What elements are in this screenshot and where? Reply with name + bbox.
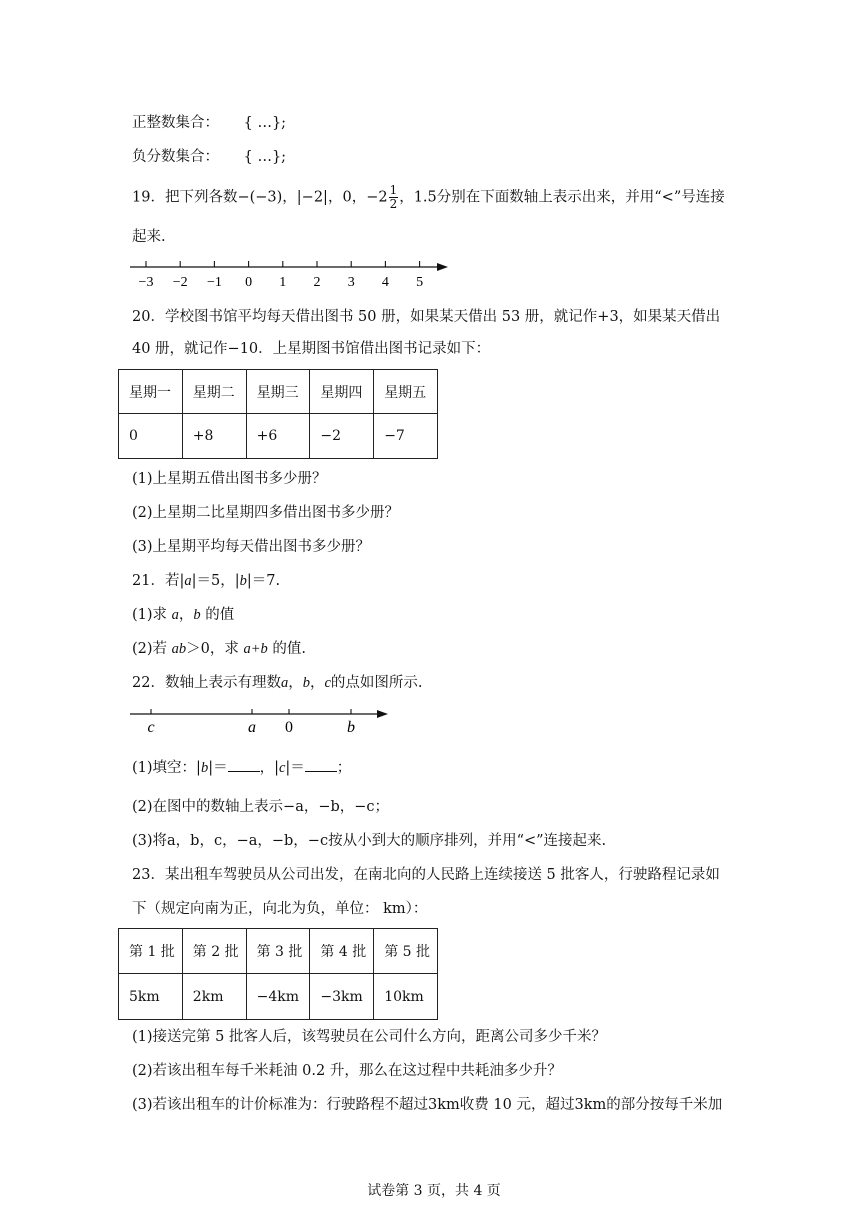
q22-number: 22． — [132, 675, 165, 691]
q21-sub2-text: 的值. — [267, 641, 307, 657]
q21-sub1-text: (1)求 — [132, 607, 172, 623]
q21-sub1-text: 的值 — [200, 607, 235, 623]
q23-table-header-row — [119, 929, 438, 974]
q19-number-3: 0 — [342, 189, 352, 206]
q23-value-cell: 10km — [374, 974, 438, 1020]
q21-text: |＝7. — [246, 573, 281, 589]
q19-number-2: |−2| — [296, 189, 328, 206]
q23-header-cell: 第 4 批 — [310, 929, 374, 974]
q21-sub2-text: (2)若 — [132, 641, 172, 657]
q19-fraction-denominator: 2 — [389, 197, 398, 211]
q21-sub1 — [132, 605, 234, 625]
q23-header-cell: 第 2 批 — [182, 929, 246, 974]
q20-sub2: (2)上星期二比星期四多借出图书多少册？ — [132, 505, 400, 521]
q22-number-line — [130, 708, 400, 738]
q21-sub1-var-a: a — [171, 607, 179, 623]
q23-value-cell: 5km — [119, 974, 183, 1020]
q22-blank-b[interactable] — [228, 757, 260, 772]
q23-text: 某出租车驾驶员从公司出发，在南北向的人民路上连续接送 5 批客人，行驶路程记录如 — [164, 867, 720, 883]
q19-axis-tick-label: 2 — [313, 275, 321, 290]
q22-label-a: a — [248, 719, 256, 736]
q20-header-cell: 星期五 — [374, 370, 438, 414]
q19-mixed-number-whole: −2 — [366, 189, 388, 206]
q20-value-cell: 0 — [119, 414, 183, 459]
q19-fraction — [389, 184, 399, 211]
q21-text: 若| — [164, 573, 185, 589]
q20-header-cell: 星期三 — [246, 370, 310, 414]
q20-sub3: (3)上星期平均每天借出图书多少册？ — [132, 539, 371, 555]
q19-fraction-numerator: 1 — [389, 183, 398, 197]
q21-sub2-text: ＞0，求 — [186, 641, 244, 657]
q22-sub1 — [132, 757, 351, 778]
q19-number-1: −(−3) — [237, 189, 283, 206]
q19-text-cont: ，1.5分别在下面数轴上表示出来，并用“<”号连接 — [399, 189, 725, 206]
q22-text: 数轴上表示有理数 — [164, 675, 281, 691]
q20-value-cell: +8 — [182, 414, 246, 459]
q20-value-cell: −7 — [374, 414, 438, 459]
q19-number: 19． — [132, 189, 165, 206]
q22-label-zero: 0 — [285, 719, 293, 736]
q20-table-header-row — [119, 370, 438, 414]
q20-line2: 40 册，就记作−10．上星期图书馆借出图书记录如下： — [132, 341, 491, 357]
q20-table — [118, 369, 438, 459]
q19-line1 — [132, 184, 725, 211]
q20-value-cell: +6 — [246, 414, 310, 459]
q23-line1 — [132, 865, 720, 885]
q22-sub1-var-c: c — [278, 760, 286, 776]
q22-abs-bar: | — [196, 760, 201, 776]
q21-sub2-var-ab: ab — [171, 641, 187, 657]
q23-sub2: (2)若该出租车每千米耗油 0.2 升，那么在这过程中共耗油多少升？ — [132, 1063, 562, 1079]
q22-sub1-eq: |＝ — [208, 760, 228, 776]
q20-header-cell: 星期四 — [310, 370, 374, 414]
q20-line1 — [132, 307, 720, 327]
q23-table — [118, 928, 438, 1020]
q19-number-line — [128, 260, 458, 294]
q22-text: 的点如图所示. — [330, 675, 423, 691]
q23-header-cell: 第 5 批 — [374, 929, 438, 974]
q23-value-cell: −4km — [246, 974, 310, 1020]
q19-axis-tick-label: 1 — [279, 275, 287, 290]
negative-fraction-set-value: { …}; — [243, 149, 287, 165]
q20-header-cell: 星期二 — [182, 370, 246, 414]
q22-sep: ， — [288, 675, 303, 691]
q21-var-a: a — [184, 573, 192, 589]
q22-var-a: a — [280, 675, 289, 691]
q20-table-value-row — [119, 414, 438, 459]
q22-var-b: b — [302, 675, 310, 691]
q21-text: |＝5，| — [191, 573, 240, 589]
positive-integer-set-value: { …}; — [243, 115, 287, 131]
q22-sub1-var-b: b — [200, 760, 209, 776]
q21-sub1-var-b: b — [193, 607, 201, 623]
q22-label-b: b — [347, 719, 355, 736]
positive-integer-set-label: 正整数集合： — [132, 115, 219, 131]
q21-line1 — [132, 571, 280, 591]
q23-header-cell: 第 1 批 — [119, 929, 183, 974]
negative-fraction-set-line — [132, 147, 286, 167]
q19-axis-tick-label: 5 — [416, 275, 424, 290]
q19-axis-tick-label: −1 — [206, 275, 222, 290]
q21-sub2 — [132, 639, 306, 659]
q22-sub1-text: (1)填空： — [132, 760, 197, 776]
q22-sub1-sep: ，| — [259, 760, 279, 776]
q22-sep: ， — [309, 675, 325, 691]
q19-separator: ， — [327, 189, 343, 206]
q22-sub1-end: ； — [336, 760, 352, 776]
q20-value-cell: −2 — [310, 414, 374, 459]
q22-label-c: c — [147, 719, 155, 736]
page-footer: 试卷第 3 页，共 4 页 — [367, 1183, 501, 1199]
q21-var-b: b — [239, 573, 247, 589]
q22-line1 — [132, 673, 423, 693]
q21-number: 21． — [132, 573, 165, 589]
q22-blank-c[interactable] — [305, 757, 337, 772]
q21-sub1-sep: ， — [178, 607, 194, 623]
q19-axis-tick-label: 4 — [381, 275, 389, 290]
q22-sub2: (2)在图中的数轴上表示−a，−b，−c； — [132, 799, 390, 815]
q19-text: 把下列各数 — [164, 189, 238, 206]
negative-fraction-set-label: 负分数集合： — [132, 149, 219, 165]
q20-sub1: (1)上星期五借出图书多少册？ — [132, 471, 327, 487]
q19-line2: 起来. — [132, 229, 166, 245]
q22-sub1-eq: |＝ — [285, 760, 305, 776]
q23-value-cell: 2km — [182, 974, 246, 1020]
q23-header-cell: 第 3 批 — [246, 929, 310, 974]
q22-sub3: (3)将a，b，c，−a，−b，−c按从小到大的顺序排列，并用“<”连接起来. — [132, 833, 607, 849]
q22-var-c: c — [324, 675, 331, 691]
q23-sub1: (1)接送完第 5 批客人后，该驾驶员在公司什么方向，距离公司多少千米？ — [132, 1029, 606, 1045]
q23-line2: 下（规定向南为正，向北为负，单位： km）： — [132, 901, 428, 917]
q23-value-cell: −3km — [310, 974, 374, 1020]
q19-separator: ， — [351, 189, 367, 206]
q21-sub2-var-sum: a+b — [243, 641, 268, 657]
q19-axis-tick-label: 3 — [347, 275, 355, 290]
q20-number: 20． — [132, 309, 165, 325]
q23-sub3: (3)若该出租车的计价标准为：行驶路程不超过3km收费 10 元，超过3km的部分按每千米加 — [132, 1097, 723, 1113]
q19-separator: ， — [282, 189, 297, 206]
q20-header-cell: 星期一 — [119, 370, 183, 414]
q20-text: 学校图书馆平均每天借出图书 50 册，如果某天借出 53 册，就记作+3，如果某天借出 — [164, 309, 721, 325]
q19-axis-tick-label: −3 — [138, 275, 154, 290]
q19-axis-tick-label: −2 — [172, 275, 188, 290]
q19-axis-tick-label: 0 — [245, 275, 253, 290]
q23-number: 23． — [132, 867, 165, 883]
positive-integer-set-line — [132, 113, 286, 133]
q23-table-value-row — [119, 974, 438, 1020]
